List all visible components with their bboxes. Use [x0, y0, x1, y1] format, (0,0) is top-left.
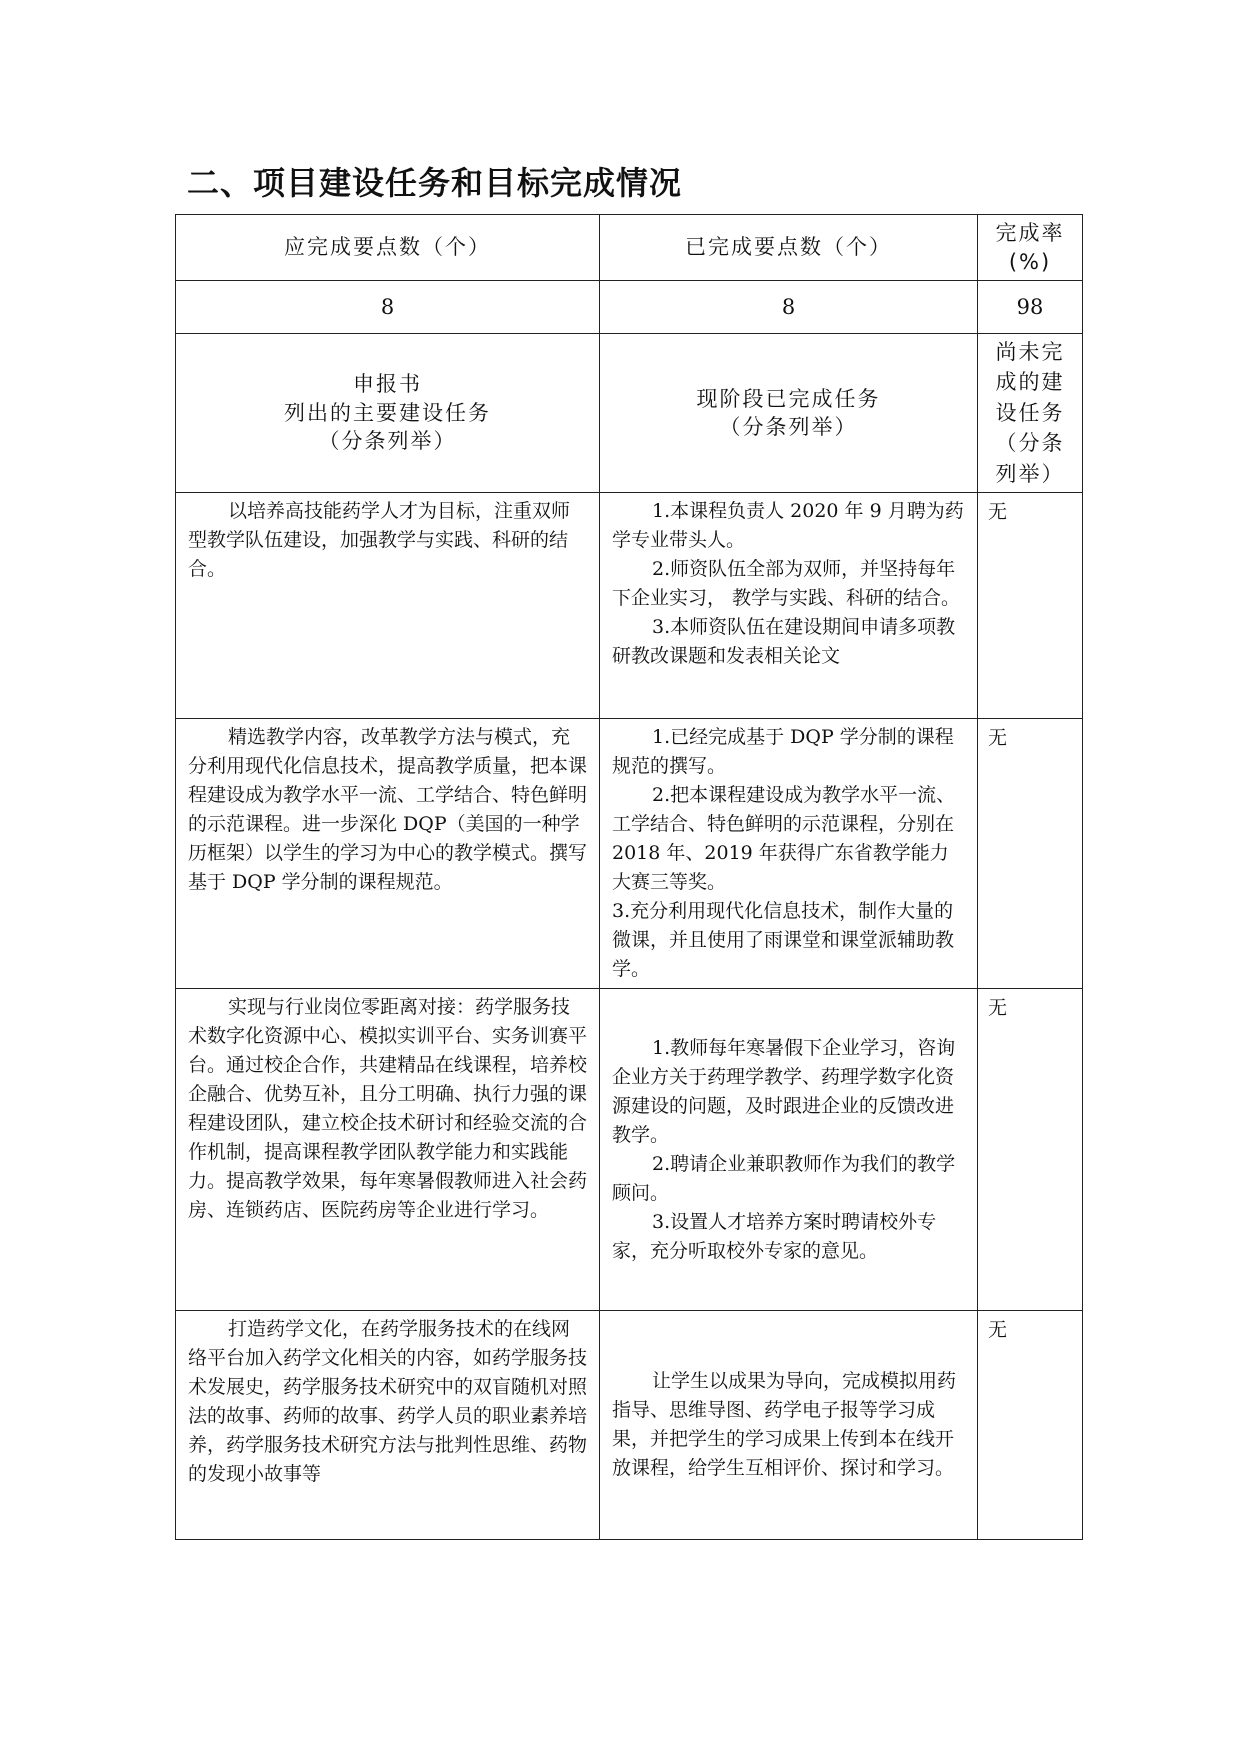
- pending-tasks-header-line1: 尚未完: [995, 339, 1065, 364]
- completed-count-header: 已完成要点数（个）: [600, 215, 978, 281]
- planned-task-cell: [176, 719, 600, 989]
- pending-tasks-header-line3: 设任务: [995, 400, 1065, 425]
- completed-task-cell: [600, 719, 978, 989]
- completion-rate-header: [978, 215, 1083, 281]
- completed-tasks-header: [600, 334, 978, 493]
- planned-tasks-header: [176, 334, 600, 493]
- summary-header-row: [176, 215, 1083, 281]
- completed-task-cell: [600, 493, 978, 719]
- completed-task-item: 3.本师资队伍在建设期间申请多项教研教改课题和发表相关论文: [612, 616, 956, 667]
- planned-task-text: 实现与行业岗位零距离对接：药学服务技术数字化资源中心、模拟实训平台、实务训赛平台。通过校企合作，共建精品在线课程，培养校企融合、优势互补，且分工明确、执行力强的课程建设团队，建立校企技术研讨和经验交流的合作机制，提高课程教学团队教学能力和实践能力。提高教学效果，每年寒暑假教师进入社会药房、连锁药店、医院药房等企业进行学习。: [188, 996, 588, 1221]
- planned-tasks-header-line1: 申报书: [353, 372, 422, 397]
- task-row: [176, 493, 1083, 719]
- pending-tasks-header-line4: （分条: [995, 431, 1065, 456]
- pending-task-cell: 无: [978, 989, 1083, 1311]
- pending-tasks-header-line5: 列举）: [995, 461, 1065, 486]
- page-title: 二、项目建设任务和目标完成情况: [187, 164, 683, 202]
- task-row: [176, 719, 1083, 989]
- completed-tasks-header-line2: （分条列举）: [719, 415, 858, 439]
- completed-task-item: 3.设置人才培养方案时聘请校外专家，充分听取校外专家的意见。: [612, 1210, 937, 1262]
- pending-tasks-header-line2: 成的建: [995, 370, 1065, 395]
- completed-task-item: 1.教师每年寒暑假下企业学习，咨询企业方关于药理学教学、药理学数字化资源建设的问题，及时跟进企业的反馈改进教学。: [612, 1036, 956, 1146]
- completed-task-item: 1.已经完成基于 DQP 学分制的课程规范的撰写。: [612, 726, 954, 777]
- planned-task-text: 以培养高技能药学人才为目标，注重双师型教学队伍建设，加强教学与实践、科研的结合。: [188, 500, 571, 580]
- completion-rate-header-line1: 完成率: [995, 221, 1065, 246]
- completed-task-item: 2.聘请企业兼职教师作为我们的教学顾问。: [612, 1152, 956, 1204]
- completed-task-item: 3.充分利用现代化信息技术，制作大量的微课，并且使用了雨课堂和课堂派辅助教学。: [612, 900, 955, 980]
- task-completion-table: [175, 214, 1083, 1540]
- planned-task-cell: [176, 1311, 600, 1540]
- completed-task-item: 1.本课程负责人 2020 年 9 月聘为药学专业带头人。: [612, 500, 964, 551]
- completed-task-item: 2.师资队伍全部为双师，并坚持每年下企业实习， 教学与实践、科研的结合。: [612, 558, 961, 609]
- completed-task-cell: [600, 1311, 978, 1540]
- task-row: [176, 1311, 1083, 1540]
- planned-tasks-header-line3: （分条列举）: [318, 429, 457, 454]
- completed-task-cell: [600, 989, 978, 1311]
- completed-task-item: 2.把本课程建设成为教学水平一流、工学结合、特色鲜明的示范课程，分别在 2018 年、2019 年获得广东省教学能力大赛三等奖。: [612, 784, 956, 893]
- summary-value-row: [176, 281, 1083, 334]
- pending-task-cell: 无: [978, 719, 1083, 989]
- required-count-value: 8: [176, 281, 600, 334]
- pending-task-cell: 无: [978, 493, 1083, 719]
- completion-rate-value: 98: [978, 281, 1083, 334]
- planned-task-text: 精选教学内容，改革教学方法与模式，充分利用现代化信息技术，提高教学质量，把本课程建设成为教学水平一流、工学结合、特色鲜明的示范课程。进一步深化 DQP（美国的一种学历框架）以学生的学习为中心的教学模式。撰写基于 DQP 学分制的课程规范。: [188, 726, 588, 893]
- planned-task-cell: [176, 989, 600, 1311]
- planned-tasks-header-line2: 列出的主要建设任务: [284, 400, 491, 425]
- task-row: [176, 989, 1083, 1311]
- completed-task-item: 让学生以成果为导向，完成模拟用药指导、思维导图、药学电子报等学习成果，并把学生的学习成果上传到本在线开放课程，给学生互相评价、探讨和学习。: [612, 1370, 957, 1479]
- completed-tasks-header-line1: 现阶段已完成任务: [696, 386, 881, 411]
- required-count-header: 应完成要点数（个）: [176, 215, 600, 281]
- completion-rate-header-line2: (%): [1008, 249, 1052, 274]
- task-header-row: [176, 334, 1083, 493]
- planned-task-text: 打造药学文化，在药学服务技术的在线网络平台加入药学文化相关的内容，如药学服务技术发展史，药学服务技术研究中的双盲随机对照法的故事、药师的故事、药学人员的职业素养培养，药学服务技术研究方法与批判性思维、药物的发现小故事等: [188, 1318, 588, 1485]
- pending-tasks-header: [978, 334, 1083, 493]
- completed-count-value: 8: [600, 281, 978, 334]
- pending-task-cell: 无: [978, 1311, 1083, 1540]
- planned-task-cell: [176, 493, 600, 719]
